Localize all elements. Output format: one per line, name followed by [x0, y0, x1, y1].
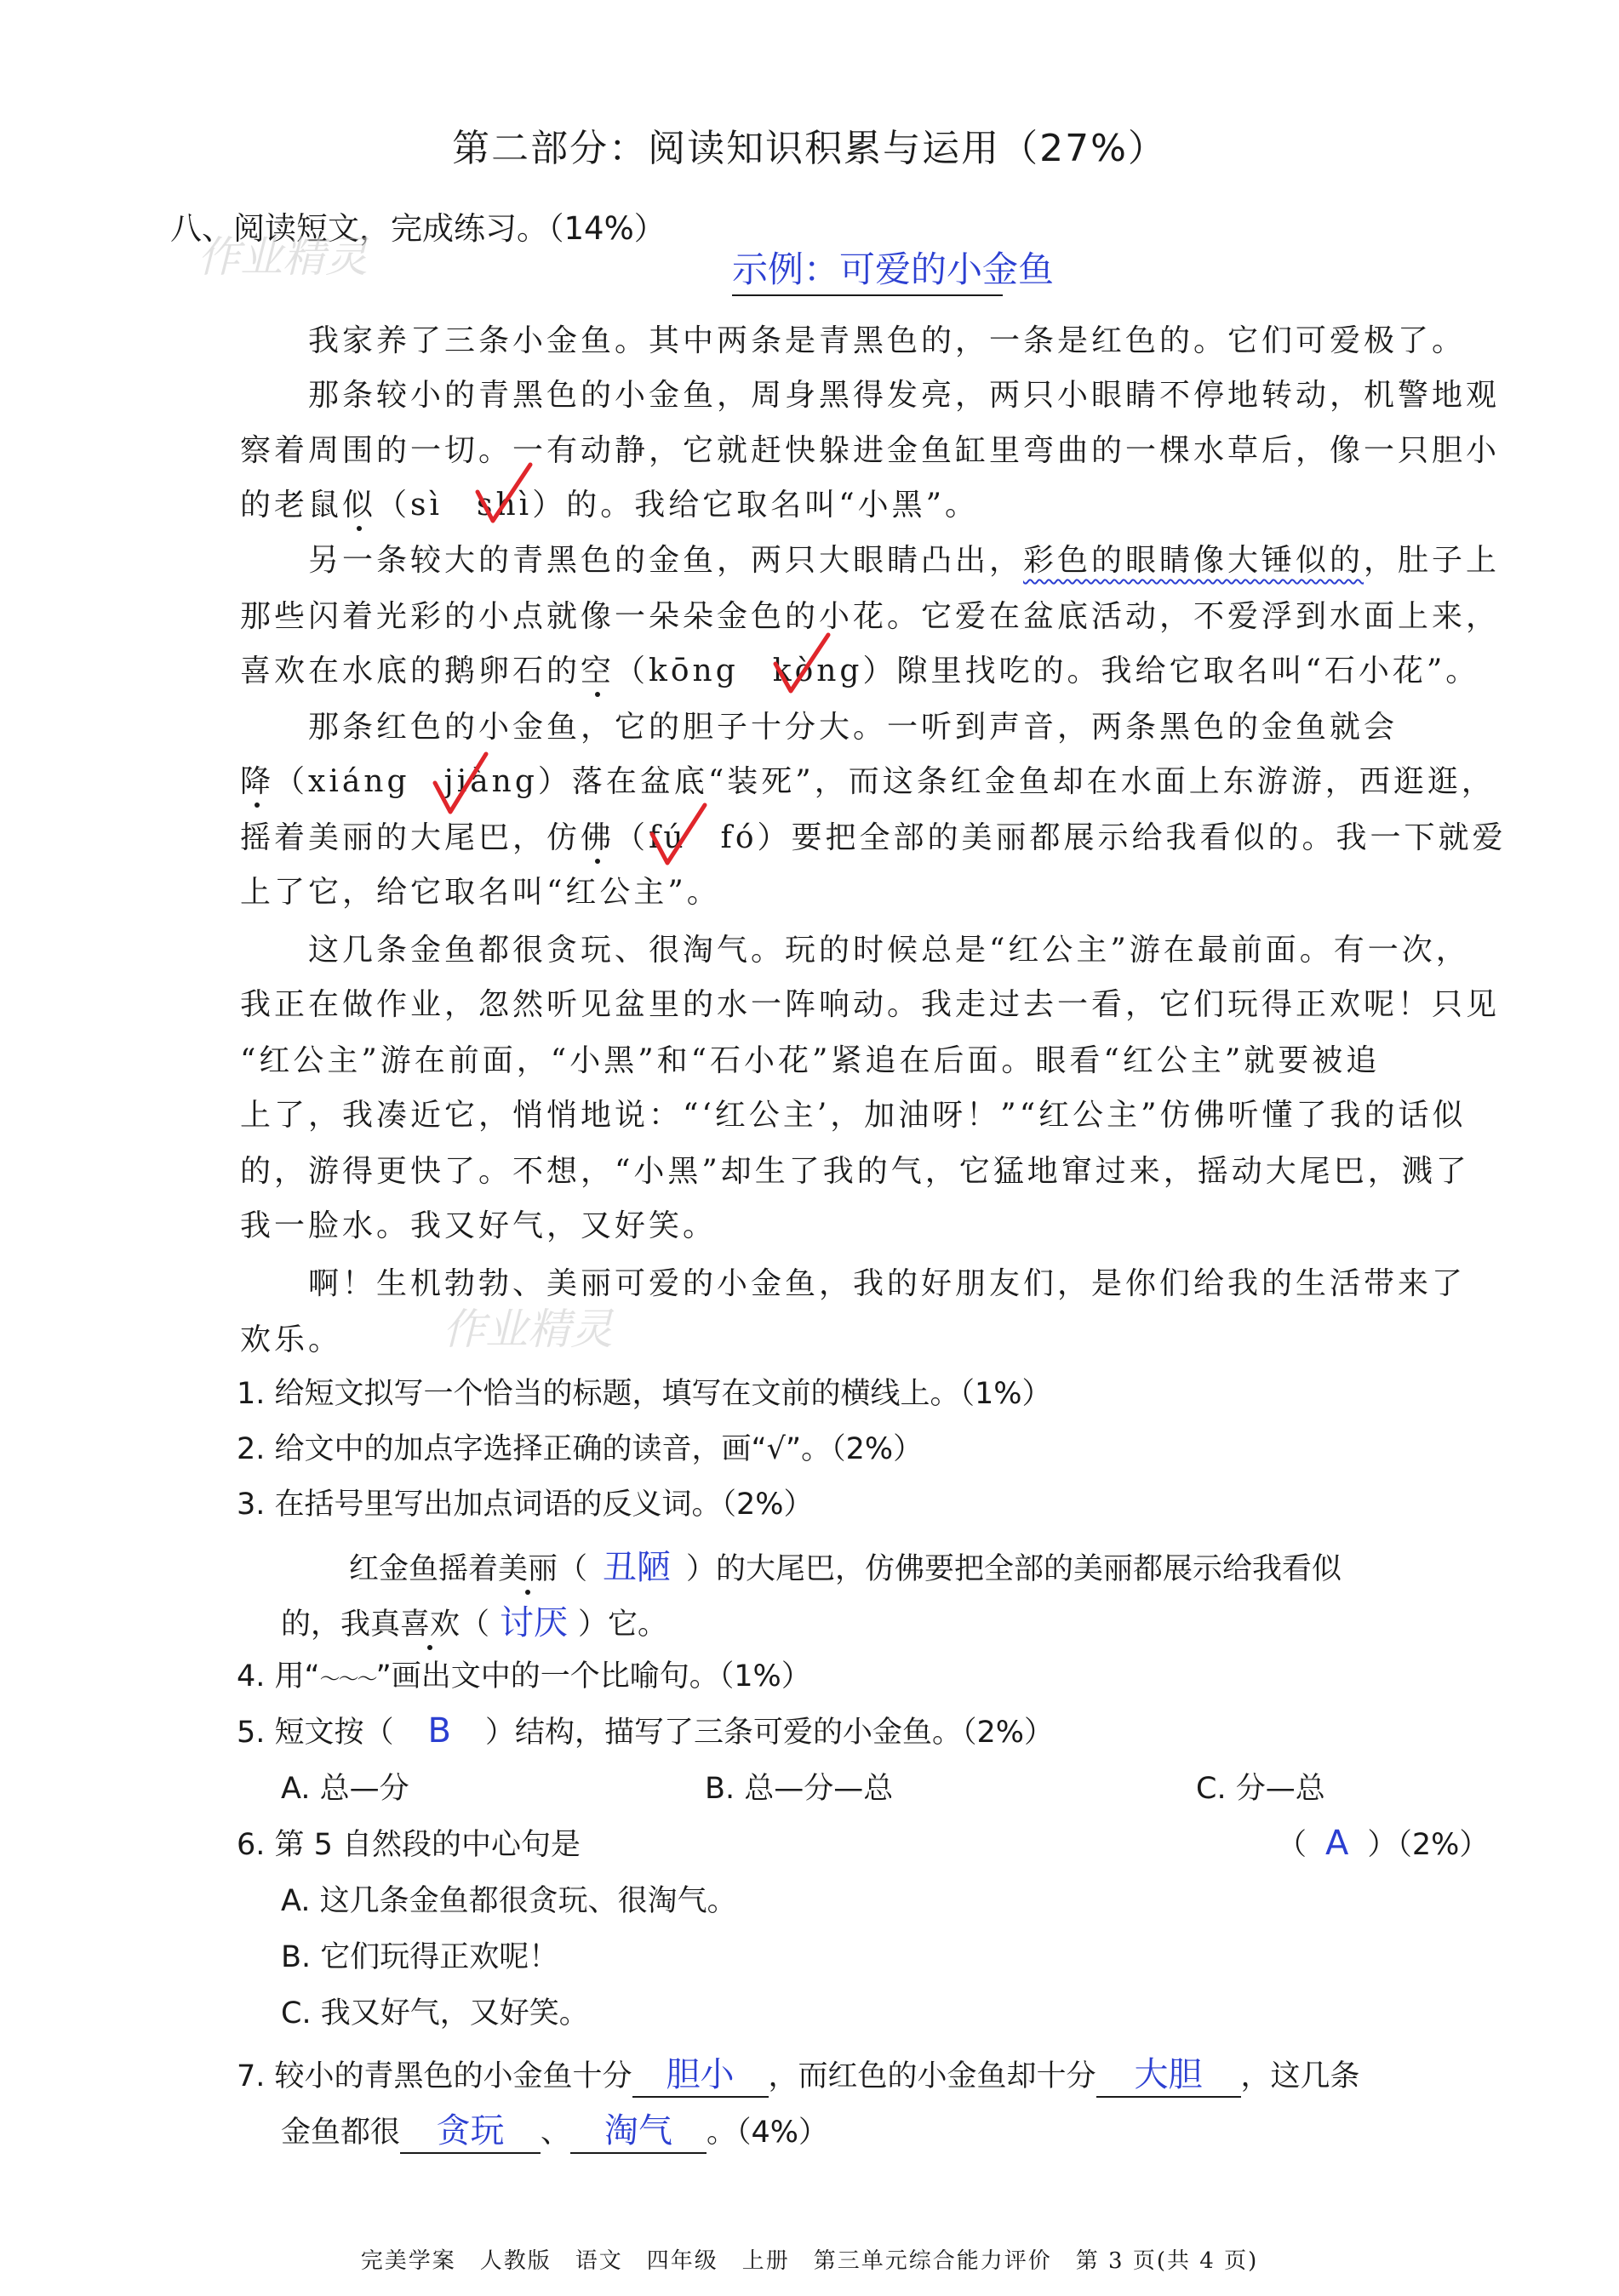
check-mark-icon: [770, 630, 838, 706]
option-a: A. 这几条金鱼都很贪玩、很淘气。: [281, 1884, 737, 1918]
dotted-char: 似: [342, 488, 377, 523]
dotted-char: 降: [240, 764, 275, 799]
dotted-char: 空: [581, 654, 615, 688]
fill-answer: 淘气: [604, 2111, 673, 2150]
choice-answer: A: [1325, 1824, 1349, 1863]
option-a: A. 总—分: [281, 1772, 409, 1806]
question-1: 1. 给短文拟写一个恰当的标题，填写在文前的横线上。（1%）: [237, 1377, 1052, 1411]
dotted-char: 佛: [581, 820, 615, 855]
question-6: 6. 第 5 自然段的中心句是: [237, 1828, 581, 1862]
question-7: 7. 较小的青黑色的小金鱼十分 胆小 ，而红色的小金鱼却十分 大胆 ，这几条: [237, 2048, 1360, 2098]
watermark: 作业精灵: [443, 1305, 613, 1354]
paragraph-3-line: 那些闪着光彩的小点就像一朵朵金色的小花。它爱在盆底活动，不爱浮到水面上来，: [240, 599, 1501, 634]
paragraph-5-line: 的，游得更快了。不想，“小黑”却生了我的气，它猛地窜过来，摇动大尾巴，溅了: [240, 1154, 1470, 1189]
option-b: B. 它们玩得正欢呢！: [281, 1940, 559, 1974]
page-footer: 完美学案 人教版 语文 四年级 上册 第三单元综合能力评价 第 3 页(共 4 页): [360, 2248, 1259, 2274]
paragraph-2-line: 察着周围的一切。一有动静，它就赶快躲进金鱼缸里弯曲的一棵水草后，像一只胆小: [240, 433, 1501, 468]
question-7-line: 金鱼都很 贪玩 、 淘气 。（4%）: [281, 2104, 828, 2154]
question-5: 5. 短文按（ B ）结构，描写了三条可爱的小金鱼。（2%）: [237, 1711, 1055, 1751]
antonym-answer: 丑陋: [603, 1548, 672, 1587]
option-c: C. 我又好气，又好笑。: [281, 1996, 589, 2030]
paragraph-5-line: 我正在做作业，忽然听见盆里的水一阵响动。我走过去一看，它们玩得正欢呢！只见: [240, 987, 1501, 1022]
option-b: B. 总—分—总: [705, 1772, 894, 1806]
question-3-line: 红金鱼摇着美丽（ 丑陋 ）的大尾巴，仿佛要把全部的美丽都展示给我看似: [349, 1548, 1342, 1587]
paragraph-4-line: 降（xiáng jiàng）落在盆底“装死”，而这条红金鱼却在水面上东游游，西逛逛，: [240, 764, 1496, 799]
wavy-line-mark: ～～～: [319, 1667, 376, 1691]
check-mark-icon: [430, 749, 498, 825]
section-heading: 八、阅读短文，完成练习。（14%）: [170, 210, 666, 247]
title-blank-line: [732, 294, 1003, 296]
paragraph-1: 我家养了三条小金鱼。其中两条是青黑色的，一条是红色的。它们可爱极了。: [308, 323, 1467, 358]
check-mark-icon: [472, 460, 541, 536]
simile-sentence: 彩色的眼睛像大锤似的: [1023, 543, 1364, 578]
antonym-answer: 讨厌: [500, 1603, 569, 1642]
watermark: 作业精灵: [197, 232, 368, 282]
page-title: 第二部分：阅读知识积累与运用（27%）: [452, 127, 1167, 170]
paragraph-5-line: 这几条金鱼都很贪玩、很淘气。玩的时候总是“红公主”游在最前面。有一次，: [308, 933, 1470, 968]
paragraph-4-line: 上了它，给它取名叫“红公主”。: [240, 875, 721, 910]
fill-answer: 贪玩: [436, 2111, 505, 2150]
question-3-line: 的，我真喜欢（ 讨厌 ）它。: [281, 1603, 668, 1642]
paragraph-5-line: 我一脸水。我又好气，又好笑。: [240, 1208, 718, 1243]
paragraph-2-line: 那条较小的青黑色的小金鱼，周身黑得发亮，两只小眼睛不停地转动，机警地观: [308, 378, 1501, 413]
paragraph-2-line: 的老鼠似（sì shì）的。我给它取名叫“小黑”。: [240, 488, 980, 523]
paragraph-6-line: 啊！生机勃勃、美丽可爱的小金鱼，我的好朋友们，是你们给我的生活带来了: [308, 1266, 1467, 1301]
fill-answer: 胆小: [666, 2055, 735, 2094]
dotted-word: 美丽: [498, 1552, 558, 1586]
essay-title-answer: 示例：可爱的小金鱼: [732, 248, 1055, 290]
paragraph-4-line: 那条红色的小金鱼，它的胆子十分大。一听到声音，两条黑色的金鱼就会: [308, 710, 1399, 745]
paragraph-5-line: 上了，我凑近它，悄悄地说：“‘红公主’，加油呀！”“红公主”仿佛听懂了我的话似: [240, 1098, 1467, 1133]
dotted-word: 喜欢: [400, 1608, 461, 1642]
question-4: 4. 用“～～～”画出文中的一个比喻句。（1%）: [237, 1659, 811, 1693]
question-6-answer: （ A ）（2%）: [1277, 1824, 1490, 1863]
paragraph-3-line: 喜欢在水底的鹅卵石的空（kōng kòng）隙里找吃的。我给它取名叫“石小花”。: [240, 654, 1480, 688]
question-2: 2. 给文中的加点字选择正确的读音，画“√”。（2%）: [237, 1432, 924, 1466]
choice-answer: B: [427, 1711, 451, 1751]
check-mark-icon: [647, 800, 715, 877]
paragraph-5-line: “红公主”游在前面，“小黑”和“石小花”紧追在后面。眼看“红公主”就要被追: [240, 1043, 1381, 1078]
fill-answer: 大胆: [1134, 2055, 1203, 2094]
question-3: 3. 在括号里写出加点词语的反义词。（2%）: [237, 1488, 814, 1522]
paragraph-4-line: 摇着美丽的大尾巴，仿佛（fú fó）要把全部的美丽都展示给我看似的。我一下就爱: [240, 820, 1507, 855]
option-c: C. 分—总: [1196, 1772, 1325, 1806]
paragraph-6-line: 欢乐。: [240, 1322, 343, 1357]
paragraph-3-line: 另一条较大的青黑色的金鱼，两只大眼睛凸出，彩色的眼睛像大锤似的，肚子上: [308, 543, 1501, 578]
